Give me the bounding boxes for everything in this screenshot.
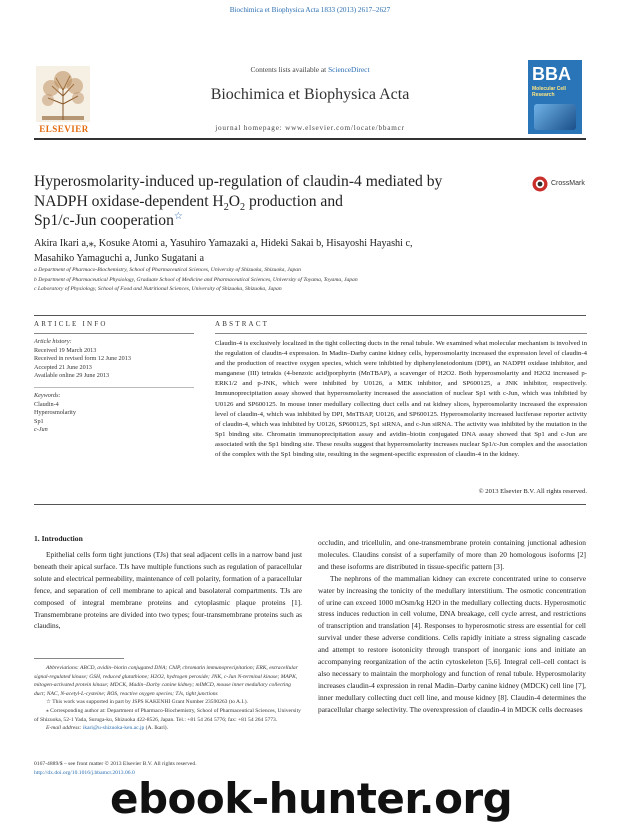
cover-artwork <box>534 104 576 130</box>
doi-link[interactable]: http://dx.doi.org/10.1016/j.bbamcr.2013.06.0 <box>34 769 135 776</box>
email-footnote: E-mail address: ikari@u-shizuoka-ken.ac.jp (A. Ikari). <box>46 725 168 732</box>
article-info-heading: ARTICLE INFO <box>34 320 108 328</box>
keyword-4: c-Jun <box>34 426 48 434</box>
intro-paragraph-1-cont: occludin, and tricellulin, and one-transmembrane protein containing junctional adhesion molecules. Claudins consist of a superfamily of more than 20 homologous isoforms [2] and these isoforms are distributed in tissue-specific pattern [3]. <box>318 538 586 571</box>
article-info-rule <box>34 333 194 334</box>
affiliation-b: b Department of Pharmaceutical Physiology, Graduate School of Medicine and Pharmaceutical Sciences, University of Toyama, Toyama, Japan <box>34 276 358 283</box>
title-footnote-star[interactable]: ☆ <box>173 210 183 222</box>
paper-title <box>34 172 504 231</box>
footnotes <box>34 664 302 733</box>
history-accepted: Accepted 21 June 2013 <box>34 363 92 371</box>
abbreviations-footnote: Abbreviations: ABCD, avidin–biotin conjugated DNA; ChIP, chromatin immunoprecipitation; ERK, extracellular signal-regulated kinase; GSH, reduced glutathione; H2O2, hydrogen peroxide; JNK, c-Jun N-terminal kinase; MAPK, mitogen-activated protein kinase; MDCK, Madin–Darby canine kidney; mIMCD, mouse inner medullary collecting duct; NAC, N-acetyl-L-cysteine; ROS, reactive oxygen species; TJs, tight junctions <box>34 665 298 697</box>
abstract-rule-bottom <box>34 504 586 505</box>
article-info <box>34 338 194 435</box>
keyword-1: Claudin-4 <box>34 400 59 408</box>
affiliation-a: a Department of Pharmaco-Biochemistry, School of Pharmaceutical Sciences, University of Shizuoka, Shizuoka, Japan <box>34 267 301 273</box>
funding-footnote: ☆ This work was supported in part by JSPS KAKENHI Grant Number 23590263 (to A.I.). <box>46 699 248 706</box>
journal-cover-image <box>528 60 582 134</box>
intro-paragraph-2: The nephrons of the mammalian kidney can excrete concentrated urine to conserve water by increasing the tonicity of the medullary interstitium. The osmotic concentration of urine can exceed 1000 mOsm/kg H2O in the medullary collecting ducts. Hyperosmotic stress induces reduction in cell volume, DNA breakage, cell cycle arrest, and restrictions of transcription and translation [4]. Responses to hyperosmotic stress are essential for cell survival under these adverse conditions. Cells rapidly initiate a stress signaling cascade and attempt to restore isotonicity through transport of inorganic ions and initiate an accompanying reorganization of the actin cytoskeleton [5,6]. Integral cell–cell contact is also necessary to maintain the morphology and function of renal tubule. Hyperosmolarity increases claudin-4 expression in renal Madin–Darby canine kidney (MDCK) cell line [7], inner medullary collecting duct cell line, and mouse kidney [8]. Claudin-4 determines the paracellular charge selectivity. The overexpression of claudin-4 in MDCK cells decreases <box>318 573 586 714</box>
history-online: Available online 29 June 2013 <box>34 372 110 380</box>
publisher-name: ELSEVIER <box>39 124 89 134</box>
sciencedirect-link[interactable]: ScienceDirect <box>328 65 370 74</box>
author-list <box>34 236 586 266</box>
watermark: ebook-hunter.org <box>110 774 513 823</box>
authors-line-2: Masahiko Yamaguchi a, Junko Sugatani a <box>34 253 205 264</box>
keywords-heading: Keywords: <box>34 391 61 399</box>
issn-line: 0167-4889/$ – see front matter © 2013 Elsevier B.V. All rights reserved. <box>34 761 197 767</box>
affiliation-divider <box>34 315 586 316</box>
crossmark-label: CrossMark <box>551 180 585 187</box>
keyword-2: Hyperosmolarity <box>34 409 76 417</box>
affiliation-c: c Laboratory of Physiology, School of Food and Nutritional Sciences, University of Shizuoka, Shizuoka, Japan <box>34 286 282 293</box>
contents-line <box>100 65 520 74</box>
cover-title: BBA <box>532 64 571 84</box>
title-line-2: NADPH oxidase-dependent $H_2O_2$ production and <box>34 192 343 213</box>
journal-title: Biochimica et Biophysica Acta <box>210 86 410 103</box>
elsevier-tree-logo <box>36 66 90 130</box>
history-received: Received 19 March 2013 <box>34 346 97 354</box>
left-column <box>34 549 302 632</box>
cover-subtitle: Molecular Cell Research <box>532 86 566 98</box>
corresponding-author-footnote: ⁎ Corresponding author at: Department of Pharmaco-Biochemistry, School of Pharmaceutical Sciences, University of Shizuoka, 52-1 Yada, Suruga-ku, Shizuoka 422-8526, Japan. Tel.: +81 54 264 5776; fax: +81 54 264 5773. <box>34 707 301 723</box>
header-divider <box>34 138 586 140</box>
right-column <box>318 537 586 716</box>
author-email-link[interactable]: ikari@u-shizuoka-ken.ac.jp <box>82 725 145 732</box>
authors-line-1: Akira Ikari a,⁎, Kosuke Atomi a, Yasuhiro Yamazaki a, Hideki Sakai b, Hisayoshi Hayashi c, <box>34 238 413 249</box>
history-revised: Received in revised form 12 June 2013 <box>34 355 131 363</box>
history-heading: Article history: <box>34 338 72 345</box>
journal-homepage[interactable]: journal homepage: www.elsevier.com/locate/bbamcr <box>215 124 405 132</box>
crossmark-badge[interactable] <box>532 176 584 192</box>
abstract-text: Claudin-4 is exclusively localized in the tight collecting ducts in the renal tubule. We examined what molecular mechanism is involved in the regulation of claudin-4 expression. In Madin–Darby canine kidney cells, hyperosmolarity increased the expression level of claudin-4 and the production of reactive oxygen species, which were inhibited by diphenyleneiodonium (DPI), an NADPH oxidase inhibitor, and manganese (III) tetrakis (4-benzoic acid)porphyrin (MnTBAP), a scavenger of H2O2. Both hyperosmolarity and H2O2 increased p-ERK1/2 and p-JNK, which were inhibited by U0126, a MEK inhibitor, and SP600125, a JNK inhibitor, respectively. Immunoprecipitation assay showed that hyperosmolarity increased the association of nuclear Sp1 with c-Jun, which was inhibited by U0126 and SP600125. In mouse inner medullary collecting duct cells and rat kidney slices, hyperosmolarity increased the expression level of claudin-4, which was inhibited by DPI, MnTBAP, U0126, and SP600125. Hyperosmolarity increased luciferase reporter activity of claudin-4, which was inhibited by U0126, SP600125, Sp1 siRNA, and c-Jun siRNA. The activity was inhibited by the mutation in the Sp1 binding site. Chromatin immunoprecipitation assay and avidin–biotin conjugated DNA assay showed that Sp1 and c-Jun are associated with the Sp1 binding site. These results suggest that hyperosmolarity increases nuclear Sp1/c-Jun complex and the association of the complex with the Sp1 binding site, resulting in the segment-specific expression of claudin-4 in the kidney. <box>215 340 587 459</box>
abstract-rule-top <box>215 333 587 334</box>
introduction-heading: 1. Introduction <box>34 534 83 543</box>
keywords-divider <box>34 387 194 388</box>
footnote-rule <box>34 658 124 659</box>
title-line-3: Sp1/c-Jun cooperation☆ <box>34 210 183 229</box>
title-line-1: Hyperosmolarity-induced up-regulation of claudin-4 mediated by <box>34 173 443 190</box>
crossmark-icon <box>532 176 548 192</box>
abstract-heading: ABSTRACT <box>215 320 270 328</box>
contents-prefix: Contents lists available at <box>250 65 329 74</box>
copyright-notice: © 2013 Elsevier B.V. All rights reserved. <box>478 488 587 495</box>
keyword-3: Sp1 <box>34 417 44 425</box>
journal-reference[interactable]: Biochimica et Biophysica Acta 1833 (2013) 2617–2627 <box>229 6 391 14</box>
affiliations <box>34 266 586 295</box>
intro-paragraph-1: Epithelial cells form tight junctions (TJs) that seal adjacent cells in a narrow band just beneath their apical surface. TJs have multiple functions such as regulation of paracellular solute and electrical permeability, maintenance of cell polarity, formation of a paracellular fence, and separation of cell membrane to apical and basolateral compartments. TJs are composed of integral membrane proteins and cytoplasmic plaque proteins [1]. Transmembrane proteins are divided into two types; four-transmembrane proteins such as claudins, <box>34 550 302 631</box>
